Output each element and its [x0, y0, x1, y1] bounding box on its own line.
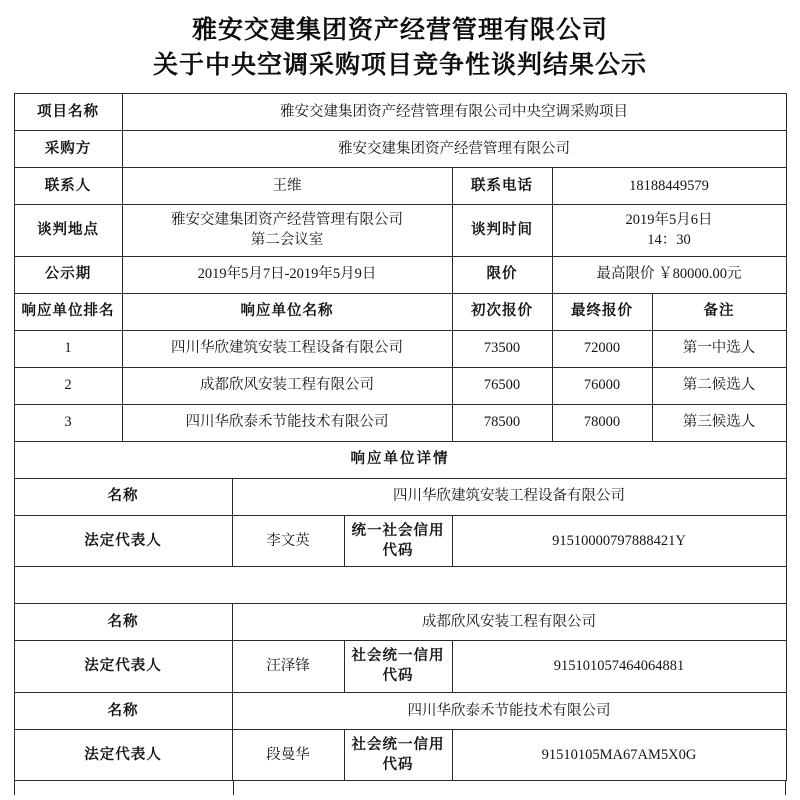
- table-row: [14, 367, 786, 404]
- detail-code-label-line2: 代码: [382, 757, 414, 774]
- detail-legal-row: [14, 729, 786, 781]
- bid-header-name: 响应单位名称: [122, 293, 452, 330]
- contact-value: 王维: [122, 168, 452, 205]
- detail-code-label: [344, 729, 452, 781]
- detail-name-label: 名称: [14, 604, 232, 641]
- bid-first-price: 76500: [452, 367, 552, 404]
- contact-label: 联系人: [14, 168, 122, 205]
- detail-legal-rep-value: 段曼华: [232, 729, 344, 781]
- publicity-label: 公示期: [14, 256, 122, 293]
- bid-rank: 3: [14, 404, 122, 441]
- bid-name: 四川华欣建筑安装工程设备有限公司: [122, 330, 452, 367]
- table-bottom-continuation: [14, 781, 786, 795]
- place-value-line2: 第二会议室: [250, 232, 324, 249]
- document-title: [30, 14, 770, 83]
- time-value-line1: 2019年5月6日: [625, 212, 713, 228]
- place-value: [122, 205, 452, 257]
- detail-code-label-line1: 统一社会信用: [351, 522, 445, 539]
- bid-final-price: 78000: [552, 404, 652, 441]
- phone-label: 联系电话: [452, 168, 552, 205]
- table-row: [14, 404, 786, 441]
- detail-name-label: 名称: [14, 478, 232, 515]
- project-name-value: 雅安交建集团资产经营管理有限公司中央空调采购项目: [122, 94, 786, 131]
- bid-first-price: 73500: [452, 330, 552, 367]
- time-label: 谈判时间: [452, 205, 552, 257]
- title-line-1: 雅安交建集团资产经营管理有限公司: [191, 17, 608, 44]
- time-value-line2: 14：30: [647, 232, 691, 249]
- bid-name: 成都欣风安装工程有限公司: [122, 367, 452, 404]
- detail-legal-rep-label: 法定代表人: [14, 515, 232, 567]
- detail-name-row: [14, 478, 786, 515]
- detail-code-label-line1: 社会统一信用: [351, 648, 445, 665]
- bid-header-first-price: 初次报价: [452, 293, 552, 330]
- detail-code-label-line1: 社会统一信用: [351, 736, 445, 753]
- price-limit-value: 最高限价 ￥80000.00元: [552, 256, 786, 293]
- detail-code-label: [344, 515, 452, 567]
- detail-legal-rep-value: 李文英: [232, 515, 344, 567]
- details-section-title: 响应单位详情: [14, 441, 786, 478]
- place-value-line1: 雅安交建集团资产经营管理有限公司: [171, 212, 403, 228]
- details-section-header: [14, 441, 786, 478]
- bid-final-price: 76000: [552, 367, 652, 404]
- phone-value: 18188449579: [552, 168, 786, 205]
- purchaser-value: 雅安交建集团资产经营管理有限公司: [122, 131, 786, 168]
- detail-name-row: [14, 604, 786, 641]
- bid-remark: 第二候选人: [652, 367, 786, 404]
- table-row-publicity-price: [14, 256, 786, 293]
- bid-remark: 第一中选人: [652, 330, 786, 367]
- detail-legal-rep-label: 法定代表人: [14, 641, 232, 693]
- detail-code-value: 91510105MA67AM5X0G: [452, 729, 786, 781]
- detail-legal-rep-label: 法定代表人: [14, 729, 232, 781]
- bid-header-rank: 响应单位排名: [14, 293, 122, 330]
- detail-code-label-line2: 代码: [382, 542, 414, 559]
- detail-legal-row: [14, 641, 786, 693]
- bid-rank: 1: [14, 330, 122, 367]
- table-row-contact: [14, 168, 786, 205]
- detail-code-label-line2: 代码: [382, 668, 414, 685]
- title-line-2: 关于中央空调采购项目竞争性谈判结果公示: [152, 51, 647, 79]
- bid-remark: 第三候选人: [652, 404, 786, 441]
- detail-code-value: 91510000797888421Y: [452, 515, 786, 567]
- bid-first-price: 78500: [452, 404, 552, 441]
- detail-code-value: 915101057464064881: [452, 641, 786, 693]
- detail-legal-row: [14, 515, 786, 567]
- bid-final-price: 72000: [552, 330, 652, 367]
- bid-header-remark: 备注: [652, 293, 786, 330]
- table-row-place-time: [14, 205, 786, 257]
- main-table: [14, 93, 787, 781]
- table-row-project-name: [14, 94, 786, 131]
- bid-table-header-row: [14, 293, 786, 330]
- bid-header-final-price: 最终报价: [552, 293, 652, 330]
- detail-name-value: 四川华欣泰禾节能技术有限公司: [232, 692, 786, 729]
- detail-gap: [14, 567, 786, 604]
- table-row-purchaser: [14, 131, 786, 168]
- place-label: 谈判地点: [14, 205, 122, 257]
- bid-name: 四川华欣泰禾节能技术有限公司: [122, 404, 452, 441]
- publicity-value: 2019年5月7日-2019年5月9日: [122, 256, 452, 293]
- detail-code-label: [344, 641, 452, 693]
- price-limit-label: 限价: [452, 256, 552, 293]
- bid-rank: 2: [14, 367, 122, 404]
- time-value: [552, 205, 786, 257]
- table-row: [14, 330, 786, 367]
- detail-name-value: 成都欣风安装工程有限公司: [232, 604, 786, 641]
- purchaser-label: 采购方: [14, 131, 122, 168]
- detail-name-value: 四川华欣建筑安装工程设备有限公司: [232, 478, 786, 515]
- detail-name-row: [14, 692, 786, 729]
- detail-name-label: 名称: [14, 692, 232, 729]
- detail-legal-rep-value: 汪泽锋: [232, 641, 344, 693]
- project-name-label: 项目名称: [14, 94, 122, 131]
